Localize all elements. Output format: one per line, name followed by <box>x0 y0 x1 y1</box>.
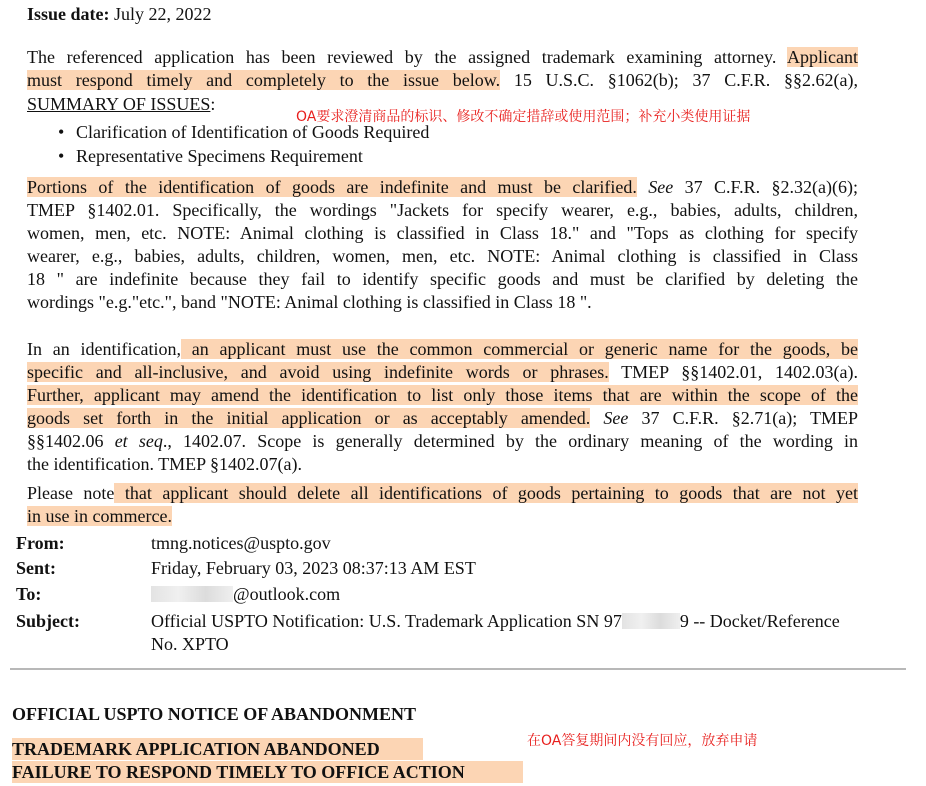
para3-text-2: §§1402.06 <box>27 431 104 451</box>
para4-text: Please note <box>27 483 115 503</box>
issue-date-value: July 22, 2022 <box>114 4 212 24</box>
para3-see: See <box>603 408 629 428</box>
para2-see: See <box>648 177 674 197</box>
to-label: To: <box>16 584 42 604</box>
para3-highlight-2: specific and all-inclusive, and avoid using indefinite words or phrases. <box>27 362 609 382</box>
summary-text: SUMMARY OF ISSUES <box>27 94 211 114</box>
bullet-dot: • <box>58 122 65 142</box>
para2-line3: women, men, etc. NOTE: Animal clothing is classified in Class 18." and "Tops as clothing for specify <box>27 223 858 243</box>
sent-label: Sent: <box>16 558 56 578</box>
to-domain: @outlook.com <box>233 584 341 604</box>
para1-citation: 15 U.S.C. §1062(b); 37 C.F.R. §§2.62(a), <box>513 70 859 90</box>
from-value: tmng.notices@uspto.gov <box>151 533 331 553</box>
para3-line4 <box>27 407 858 429</box>
issue-date-line <box>27 3 212 25</box>
para3-highlight-4: goods set forth in the initial application or as acceptably amended. <box>27 408 591 428</box>
redacted-mask <box>622 613 680 629</box>
bullet-item-1: Clarification of Identification of Goods Required <box>76 122 430 142</box>
para3-citation-2: 37 C.F.R. §2.71(a); TMEP <box>641 408 858 428</box>
from-label: From: <box>16 533 65 553</box>
para4-line2 <box>27 505 172 527</box>
summary-colon: : <box>210 94 216 114</box>
para3-line3 <box>27 384 858 406</box>
para3-highlight-3: Further, applicant may amend the identification to list only those items that are within the scope of the <box>27 385 858 405</box>
bullet-dot: • <box>58 146 65 166</box>
para4-line1 <box>27 482 858 504</box>
para2-citation: 37 C.F.R. §2.32(a)(6); <box>684 177 858 197</box>
para1-line2 <box>27 69 858 91</box>
subject-text: Official USPTO Notification: U.S. Trademark Application SN 97 <box>151 611 622 631</box>
para2-line2: TMEP §1402.01. Specifically, the wordings "Jackets for specify wearer, e.g., babies, adults, children, <box>27 200 858 220</box>
para3-text: In an identification, <box>27 339 181 359</box>
divider <box>10 668 906 670</box>
para3-etseq: et seq <box>114 431 163 451</box>
bullet-item-2: Representative Specimens Requirement <box>76 146 363 166</box>
annotation-top: OA要求澄清商品的标识、修改不确定措辞或使用范围；补充小类使用证据 <box>296 109 751 125</box>
para4-highlight: that applicant should delete all identifications of goods pertaining to goods that are not yet <box>114 483 858 503</box>
subject-value <box>151 610 840 632</box>
para3-line2 <box>27 361 858 383</box>
para3-citation: TMEP §§1402.01, 1402.03(a). <box>621 362 858 382</box>
summary-heading <box>27 93 215 115</box>
para1-text: The referenced application has been reviewed by the assigned trademark examining attorney. <box>27 47 777 67</box>
para1-highlight-2: must respond timely and completely to the issue below. <box>27 70 501 90</box>
para2-highlight: Portions of the identification of goods are indefinite and must be clarified. <box>27 177 637 197</box>
notice-line2: FAILURE TO RESPOND TIMELY TO OFFICE ACTION <box>12 761 523 783</box>
para2-line4: wearer, e.g., babies, adults, children, women, men, etc. NOTE: Animal clothing is classified in Class <box>27 246 858 266</box>
subject-value-line2: No. XPTO <box>151 634 229 654</box>
to-value <box>151 583 340 605</box>
redacted-mask <box>151 586 233 602</box>
para3-highlight: an applicant must use the common commercial or generic name for the goods, be <box>180 339 858 359</box>
subject-label: Subject: <box>16 611 80 631</box>
notice-title: OFFICIAL USPTO NOTICE OF ABANDONMENT <box>12 704 417 724</box>
para2-line5: 18 " are indefinite because they fail to identify specific goods and must be clarified by deleting the <box>27 269 858 289</box>
para1-line1 <box>27 46 858 68</box>
annotation-bottom: 在OA答复期间内没有回应，放弃申请 <box>527 733 758 749</box>
para4-highlight-2: in use in commerce. <box>27 506 172 526</box>
subject-text-2: 9 -- Docket/Reference <box>679 611 840 631</box>
sent-value: Friday, February 03, 2023 08:37:13 AM EST <box>151 558 476 578</box>
para3-line5 <box>27 430 858 452</box>
para3-line1 <box>27 338 858 360</box>
para3-line6: the identification. TMEP §1402.07(a). <box>27 454 302 474</box>
para1-highlight: Applicant <box>787 47 858 67</box>
para2-line6: wordings "e.g."etc.", band "NOTE: Animal clothing is classified in Class 18 ". <box>27 292 592 312</box>
para3-text-3: ., 1402.07. Scope is generally determined by the ordinary meaning of the wording in <box>162 431 859 451</box>
para2-line1 <box>27 176 858 198</box>
notice-line1: TRADEMARK APPLICATION ABANDONED <box>12 738 423 760</box>
issue-date-label: Issue date: <box>27 4 110 24</box>
